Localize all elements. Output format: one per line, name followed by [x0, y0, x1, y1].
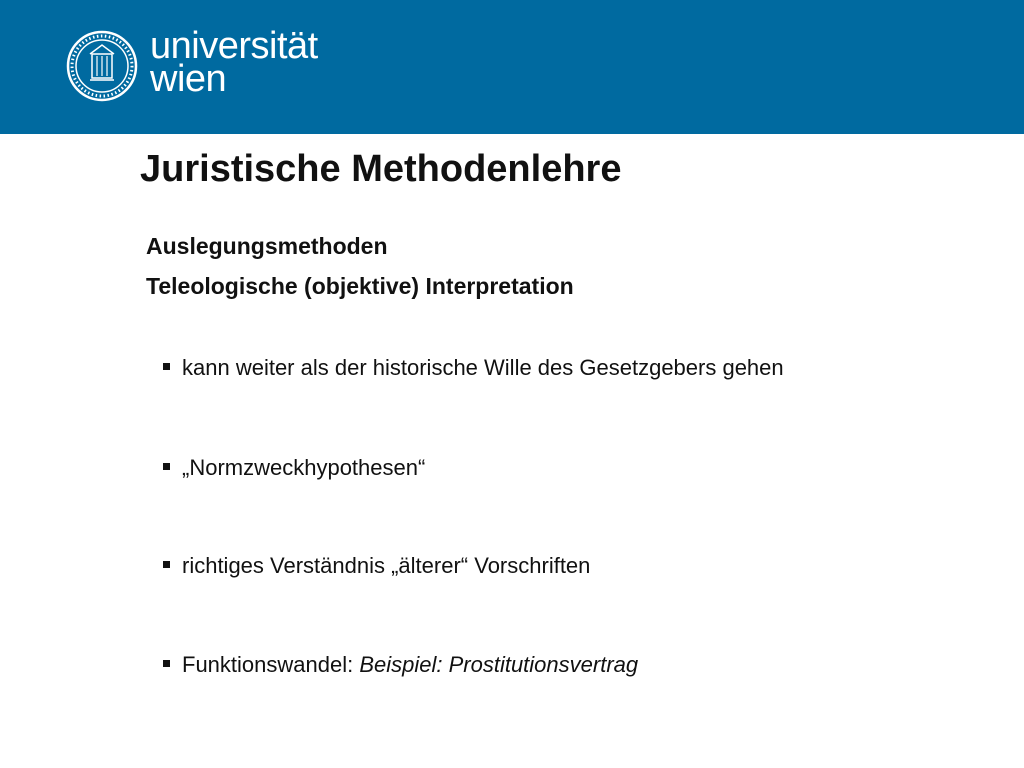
header-band: [0, 0, 1024, 134]
subtitle-interpretation: Teleologische (objektive) Interpretation: [146, 273, 574, 299]
bullet-text: „Normzweckhypothesen“: [182, 455, 426, 480]
bullet-text: kann weiter als der historische Wille des Gesetzgebers gehen: [182, 355, 784, 380]
bullet-item: [163, 355, 784, 381]
slide-title: Juristische Methodenlehre: [140, 148, 622, 190]
bullet-item: [163, 652, 638, 678]
logo-wordmark: [150, 25, 318, 100]
logo-wordmark-line1: universität: [150, 25, 318, 67]
bullet-item: [163, 455, 425, 481]
square-bullet-icon: [163, 561, 170, 568]
bullet-text: richtiges Verständnis „älterer“ Vorschriften: [182, 553, 591, 578]
logo-wordmark-line2: wien: [150, 58, 227, 100]
bullet-italic-text: Beispiel: Prostitutionsvertrag: [359, 652, 639, 677]
subtitle-methods: Auslegungsmethoden: [146, 233, 388, 259]
square-bullet-icon: [163, 660, 170, 667]
bullet-text: Funktionswandel:: [182, 652, 360, 677]
bullet-item: [163, 553, 590, 579]
square-bullet-icon: [163, 463, 170, 470]
square-bullet-icon: [163, 363, 170, 370]
university-seal-icon: [66, 30, 138, 102]
